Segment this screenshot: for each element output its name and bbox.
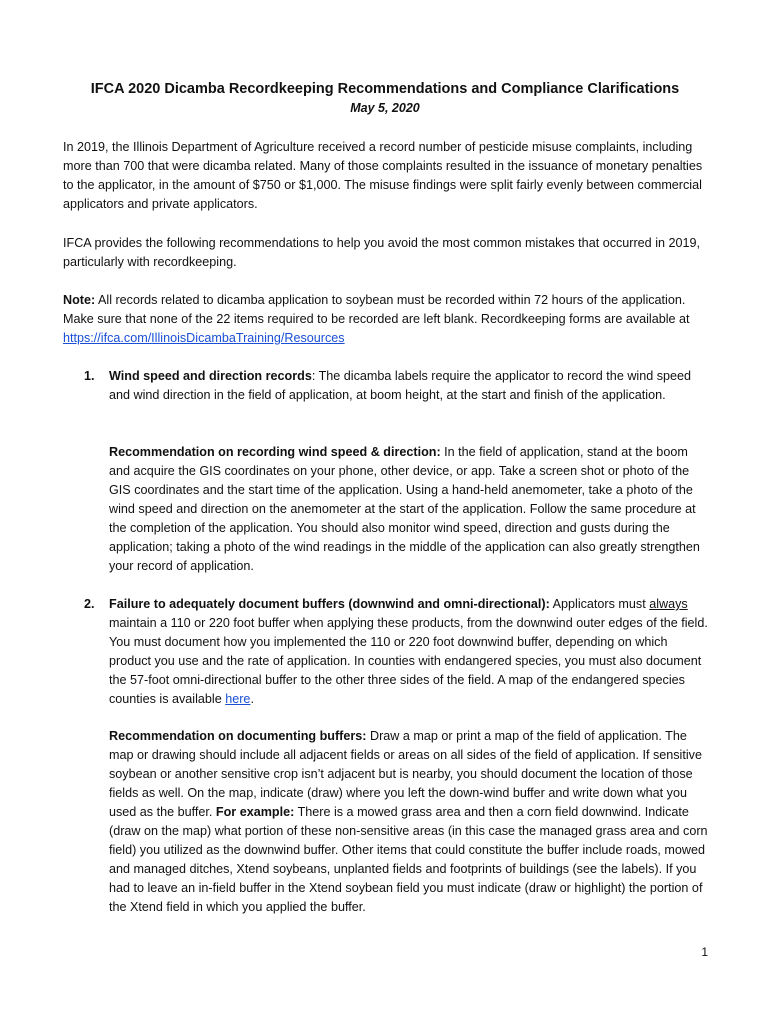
item-2-period: . xyxy=(250,692,254,706)
item-1-recommendation-label: Recommendation on recording wind speed & direction: xyxy=(109,445,441,459)
item-2-text-a: Applicators must xyxy=(549,597,650,611)
resources-link[interactable]: https://ifca.com/IllinoisDicambaTraining/Resources xyxy=(63,331,345,345)
item-2-number: 2. xyxy=(84,597,95,611)
item-2-text-b: maintain a 110 or 220 foot buffer when applying these products, from the downwind outer edges of the field. You must document how you implemented the 110 or 220 foot downwind buffer, depending on which product you use and the rate of application. In counties with endangered species, you must also document the 57-foot omni-directional buffer to the other three sides of the field. A map of the endangered species counties is available xyxy=(109,616,708,706)
item-2-paragraph xyxy=(109,595,709,709)
item-1-recommendation-text: In the field of application, stand at the boom and acquire the GIS coordinates on your phone, other device, or app. Take a screen shot or photo of the GIS coordinates and the start time of the application. Using a hand-held anemometer, take a photo of the wind speed and direction on the anemometer at the start of the application. Follow the same procedure at the completion of the application. You should also monitor wind speed, direction and gusts during the application; taking a photo of the wind readings in the middle of the application can also greatly strengthen your record of application. xyxy=(109,445,700,573)
item-1-paragraph xyxy=(109,367,709,405)
note-label: Note: xyxy=(63,293,96,307)
item-2-recommendation xyxy=(109,727,709,917)
note-paragraph xyxy=(63,291,713,348)
item-2-example-label: For example: xyxy=(215,805,295,819)
document-date: May 5, 2020 xyxy=(350,101,420,115)
item-2-recommendation-text-a: Draw a map or print a map of the field of application. The map or drawing should include all adjacent fields or areas on all sides of the field of application. If sensitive soybean or another sensitive crop isn’t adjacent but is nearby, you should document the location of those fields as well. On the map, indicate (draw) where you left the down-wind buffer and write down what you used as the buffer. xyxy=(109,729,702,819)
page-title: IFCA 2020 Dicamba Recordkeeping Recommendations and Compliance Clarifications xyxy=(90,81,680,97)
item-2-always-emphasis: always xyxy=(649,597,688,611)
item-2-recommendation-text-b: There is a mowed grass area and then a corn field downwind. Indicate (draw on the map) what portion of these non-sensitive areas (in this case the managed grass area and corn field) you utilized as the downwind buffer. Other items that could constitute the buffer include roads, mowed and managed ditches, Xtend soybeans, unplanted fields and footprints of buildings (see the labels). If you had to leave an in-field buffer in the Xtend soybean field you must indicate (draw or highlight) the portion of the Xtend field in which you applied the buffer. xyxy=(109,805,708,914)
recommendation-intro-paragraph: IFCA provides the following recommendations to help you avoid the most common mistakes that occurred in 2019, particularly with recordkeeping. xyxy=(63,236,701,269)
page-number: 1 xyxy=(701,945,708,959)
endangered-species-map-link[interactable]: here xyxy=(225,692,251,706)
intro-paragraph: In 2019, the Illinois Department of Agriculture received a record number of pesticide misuse complaints, including more than 700 that were dicamba related. Many of those complaints resulted in the issuance of monetary penalties to the applicator, in the amount of $750 or $1,000. The misuse findings were split fairly evenly between commercial applicators and private applicators. xyxy=(63,140,703,211)
item-1-number: 1. xyxy=(84,369,95,383)
note-text: All records related to dicamba application to soybean must be recorded within 72 hours of the application. Make sure that none of the 22 items required to be recorded are left blank. Recordkeeping forms are available at xyxy=(63,293,690,326)
item-1-recommendation xyxy=(109,443,709,576)
item-2-heading: Failure to adequately document buffers (downwind and omni-directional): xyxy=(109,597,550,611)
item-1-heading: Wind speed and direction records xyxy=(109,369,312,383)
item-1-text: : The dicamba labels require the applicator to record the wind speed and wind direction in the field of application, at boom height, at the start and finish of the application. xyxy=(109,369,692,402)
item-2-recommendation-label: Recommendation on documenting buffers: xyxy=(109,729,367,743)
